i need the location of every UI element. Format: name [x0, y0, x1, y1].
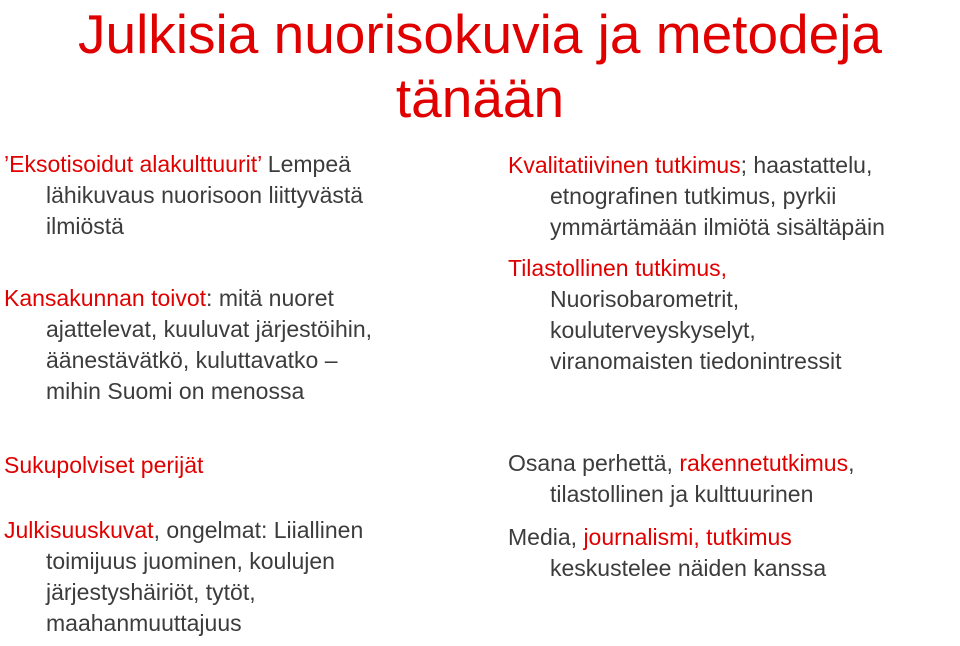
left-item-4-line-2: toimijuus juominen, koulujen [46, 548, 335, 574]
left-item-2-highlight: Kansakunnan toivot [4, 285, 207, 311]
left-item-2-line-1 [4, 283, 474, 314]
right-item-2-line-1 [508, 253, 960, 284]
right-item-1-line-1 [508, 150, 960, 181]
right-item-1-rest: ; haastattelu, [740, 152, 873, 178]
right-item-statistical-research [508, 253, 960, 377]
left-item-1-line-2: lähikuvaus nuorisoon liittyvästä [46, 182, 364, 208]
right-item-1-line-2: etnografinen tutkimus, pyrkii [550, 183, 837, 209]
right-item-3-line-1 [508, 448, 960, 479]
left-item-3-line-1 [4, 450, 474, 481]
left-item-1-line-1 [4, 149, 474, 180]
right-item-2-line-4: viranomaisten tiedonintressit [550, 348, 842, 374]
left-item-4-line-3: järjestyshäiriöt, tytöt, [46, 579, 256, 605]
left-item-1-highlight: ’Eksotisoidut alakulttuurit’ [4, 151, 262, 177]
left-item-2-line-4: mihin Suomi on menossa [46, 378, 305, 404]
right-item-2-line-2: Nuorisobarometrit, [550, 286, 740, 312]
left-item-generational-heirs [4, 450, 474, 481]
right-item-2-line-3: kouluterveyskyselyt, [550, 317, 756, 343]
left-item-4-line-1 [4, 515, 474, 546]
left-item-2-rest: : mitä nuoret [206, 285, 334, 311]
left-item-2-line-3: äänestävätkö, kuluttavatko – [46, 347, 338, 373]
right-item-qualitative-research [508, 150, 960, 243]
right-item-4-line-2: keskustelee näiden kanssa [550, 555, 827, 581]
right-item-1-highlight: Kvalitatiivinen tutkimus [508, 152, 741, 178]
left-item-3-highlight: Sukupolviset perijät [4, 452, 204, 478]
right-item-family [508, 448, 960, 510]
left-item-public-images [4, 515, 474, 639]
left-item-4-highlight: Julkisuuskuvat [4, 517, 154, 543]
left-item-4-line-4: maahanmuuttajuus [46, 610, 242, 636]
right-item-4-highlight: journalismi, tutkimus [583, 524, 792, 550]
left-item-1-line-3: ilmiöstä [46, 213, 124, 239]
right-item-1-line-3: ymmärtämään ilmiötä sisältäpäin [550, 214, 885, 240]
right-item-3-highlight: rakennetutkimus [679, 450, 849, 476]
right-item-2-highlight: Tilastollinen tutkimus, [508, 255, 728, 281]
slide-title-line-1: Julkisia nuorisokuvia ja metodeja [77, 3, 883, 65]
slide-title [0, 0, 960, 130]
right-item-3-rest: , [848, 450, 855, 476]
slide-title-line-2: tänään [395, 67, 565, 129]
right-item-media [508, 522, 960, 584]
right-item-3-line-2: tilastollinen ja kulttuurinen [550, 481, 814, 507]
left-item-2-line-2: ajattelevat, kuuluvat järjestöihin, [46, 316, 373, 342]
right-item-4-plain: Media, [508, 524, 584, 550]
right-item-4-line-1 [508, 522, 960, 553]
right-item-3-plain: Osana perhettä, [508, 450, 680, 476]
left-item-4-rest: , ongelmat: Liiallinen [153, 517, 364, 543]
left-item-1-rest: Lempeä [261, 151, 351, 177]
left-item-nation-hopes [4, 283, 474, 407]
left-item-exotic-subcultures [4, 149, 474, 242]
